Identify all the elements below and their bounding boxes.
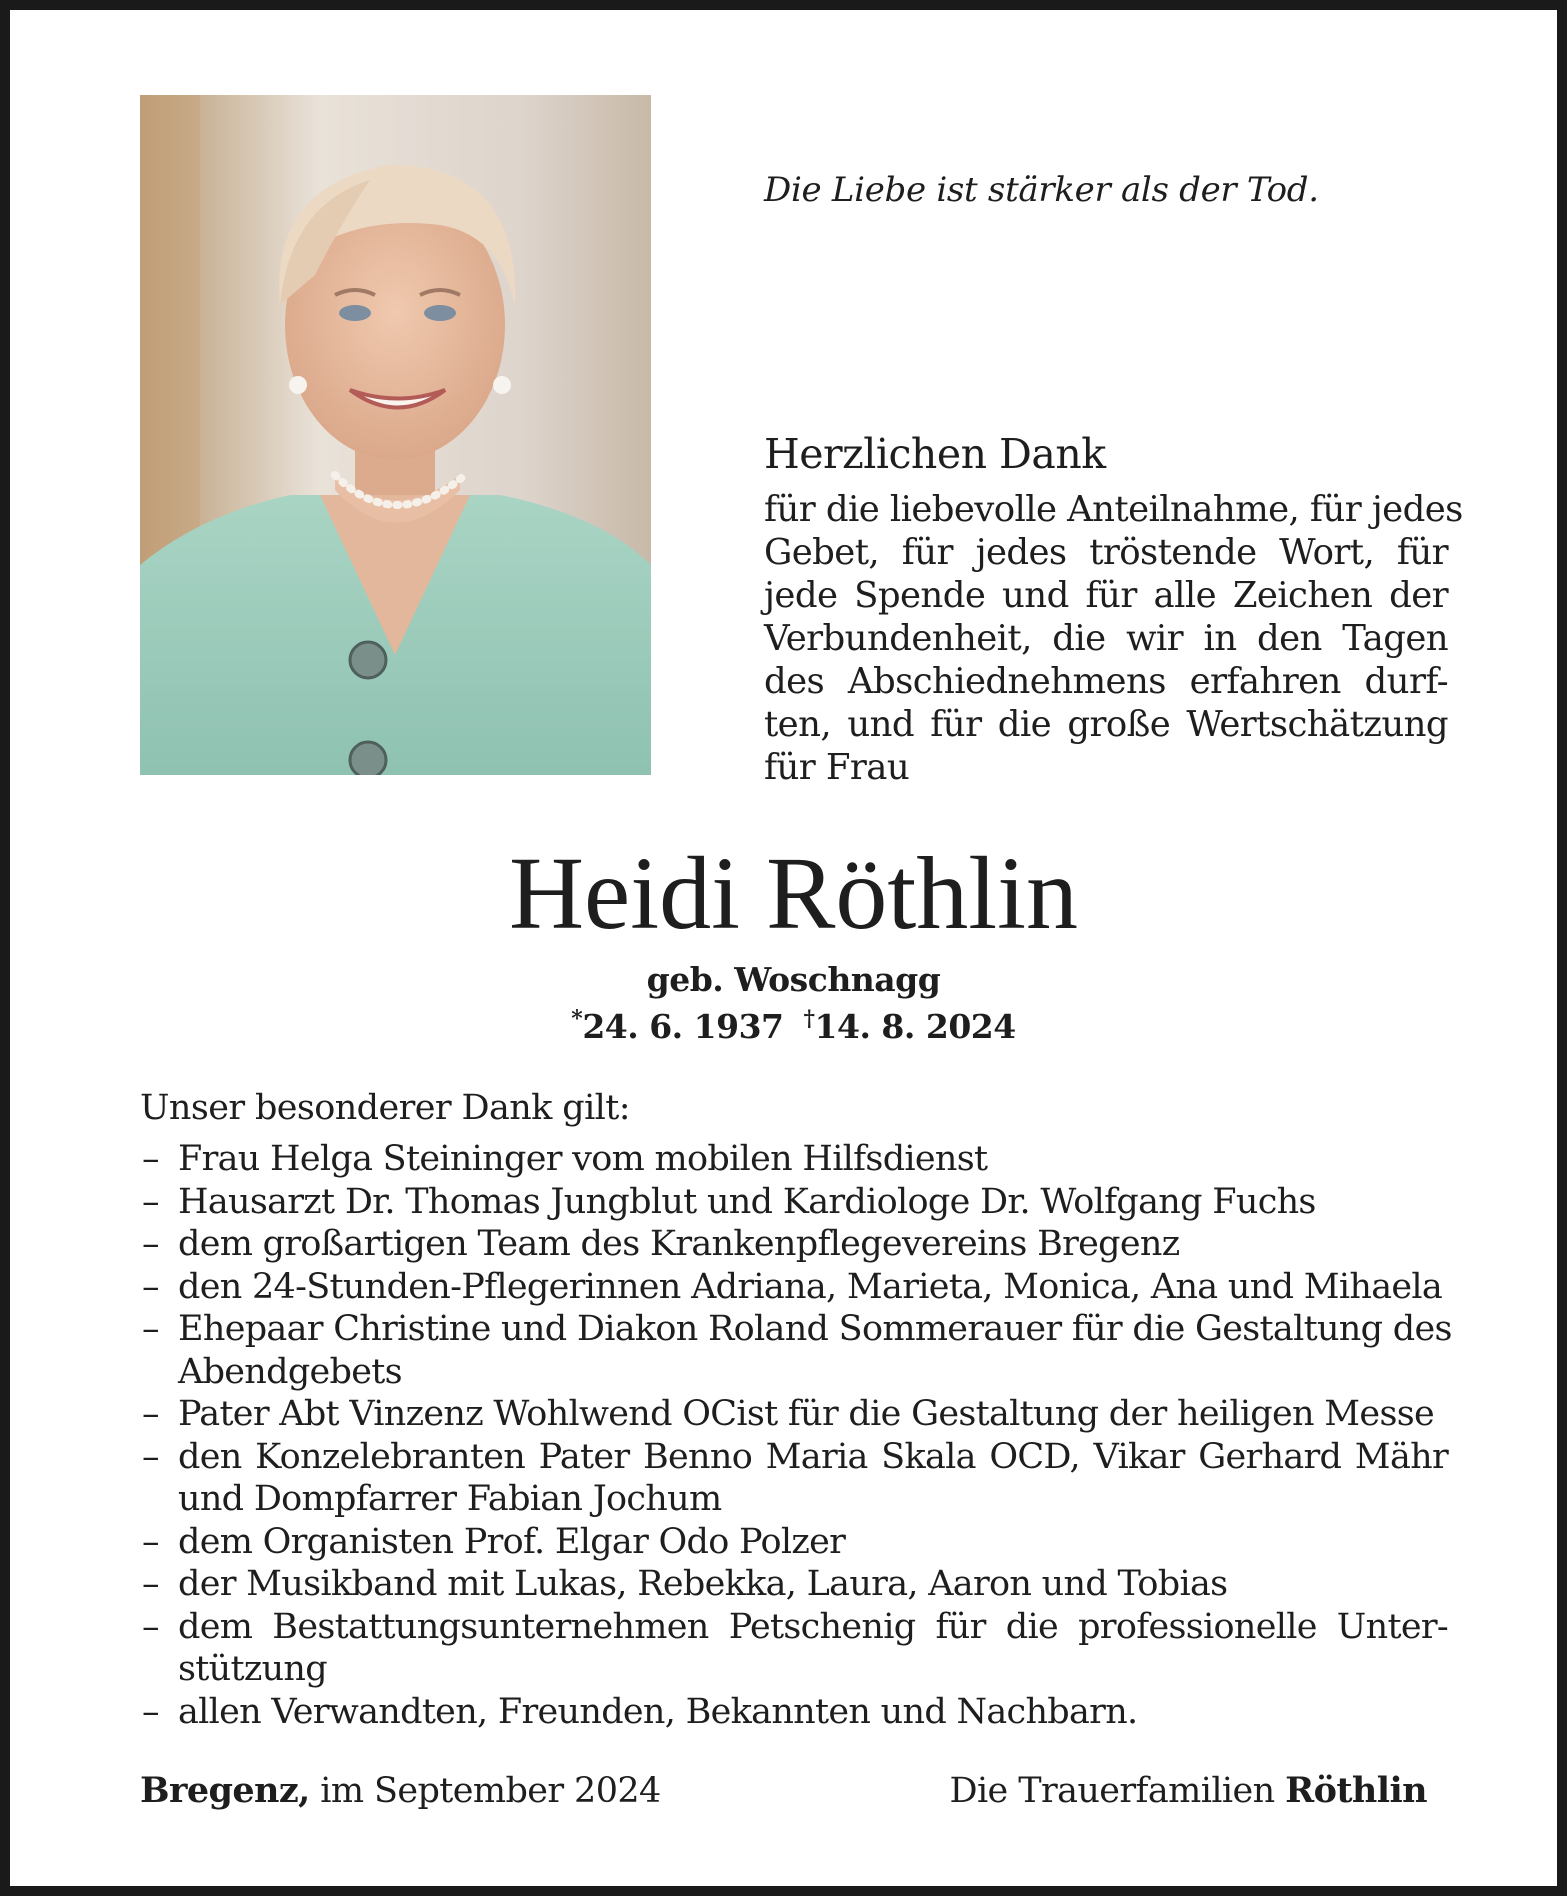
birth-date: 24. 6. 1937 (582, 1007, 784, 1046)
list-item (140, 1138, 1448, 1181)
list-item (140, 1436, 1448, 1521)
special-thanks-intro: Unser besonderer Dank gilt: (140, 1088, 630, 1128)
special-thanks-list (140, 1138, 1452, 1733)
list-item-text: Frau Helga Steininger vom mobilen Hilfsdienst (178, 1139, 988, 1179)
dash-bullet: – (142, 1181, 159, 1222)
dash-bullet: – (142, 1564, 159, 1604)
death-date: 14. 8. 2024 (814, 1007, 1016, 1046)
list-item-text: den Konzelebranten Pater Benno Maria Skala OCD, Vikar Gerhard Mähr (178, 1436, 1448, 1477)
dash-bullet: – (142, 1224, 159, 1264)
list-item (140, 1223, 1448, 1266)
thanks-line: für die liebevolle Anteilnahme, für jedes (764, 489, 1463, 530)
list-item (140, 1691, 1448, 1734)
thanks-line: Gebet, für jedes tröstende Wort, für (764, 532, 1448, 573)
list-item (140, 1308, 1452, 1393)
dash-bullet: – (142, 1691, 159, 1732)
maiden-name: geb. Woschnagg (646, 960, 941, 999)
dash-bullet: – (142, 1436, 159, 1477)
list-item (140, 1563, 1448, 1606)
thanks-line: ten, und für die große Wertschätzung (764, 704, 1448, 745)
thanks-line: jede Spende und für alle Zeichen der (764, 575, 1448, 616)
signature-prefix: Die Trauerfamilien (949, 1771, 1275, 1811)
dash-bullet: – (142, 1521, 159, 1562)
thanks-line: für Frau (764, 747, 910, 788)
deceased-name: Heidi Röthlin (508, 836, 1079, 951)
list-item-text-cont: Abendgebets (178, 1351, 402, 1392)
dash-bullet: – (142, 1606, 159, 1647)
dash-bullet: – (142, 1139, 159, 1179)
list-item-text: allen Verwandten, Freunden, Bekannten und Nachbarn. (178, 1691, 1138, 1732)
dash-bullet: – (142, 1309, 159, 1349)
place: Bregenz, (140, 1770, 310, 1811)
list-item-text: dem Bestattungsunternehmen Petschenig für die professionelle Unter- (178, 1606, 1448, 1647)
list-item-text: Pater Abt Vinzenz Wohlwend OCist für die Gestaltung der heiligen Messe (178, 1394, 1434, 1434)
list-item-text: dem Organisten Prof. Elgar Odo Polzer (178, 1521, 846, 1562)
motto-quote: Die Liebe ist stärker als der Tod. (764, 170, 1319, 210)
thanks-paragraph (764, 488, 1463, 789)
life-dates (10, 1006, 1567, 1046)
list-item-text: den 24-Stunden-Pflegerinnen Adriana, Marieta, Monica, Ana und Mihaela (178, 1266, 1443, 1307)
place-and-date (140, 1770, 661, 1811)
dash-bullet: – (142, 1266, 159, 1307)
signature (950, 1770, 1428, 1811)
thanks-line: des Abschiednehmens erfahren durf- (764, 661, 1448, 702)
list-item (140, 1521, 1448, 1564)
list-item-text: Hausarzt Dr. Thomas Jungblut und Kardiologe Dr. Wolfgang Fuchs (178, 1181, 1316, 1222)
list-item-text-cont: und Dompfarrer Fabian Jochum (178, 1479, 722, 1519)
signature-name: Röthlin (1285, 1770, 1427, 1811)
dash-bullet: – (142, 1394, 159, 1434)
thanks-line: Verbundenheit, die wir in den Tagen (764, 618, 1448, 659)
list-item (140, 1181, 1448, 1224)
list-item-text: dem großartigen Team des Krankenpflegevereins Bregenz (178, 1224, 1180, 1264)
list-item (140, 1606, 1448, 1691)
list-item-text: Ehepaar Christine und Diakon Roland Sommerauer für die Gestaltung des (178, 1309, 1452, 1349)
portrait-photo (140, 95, 651, 775)
born-symbol: * (571, 1006, 583, 1032)
list-item (140, 1393, 1448, 1436)
date: im September 2024 (320, 1771, 661, 1811)
death-symbol: † (803, 1006, 815, 1032)
thanks-heading: Herzlichen Dank (764, 430, 1106, 478)
list-item-text: der Musikband mit Lukas, Rebekka, Laura, Aaron und Tobias (178, 1564, 1228, 1604)
list-item (140, 1266, 1448, 1309)
portrait-illustration (140, 95, 651, 775)
list-item-text-cont: stützung (178, 1649, 327, 1689)
